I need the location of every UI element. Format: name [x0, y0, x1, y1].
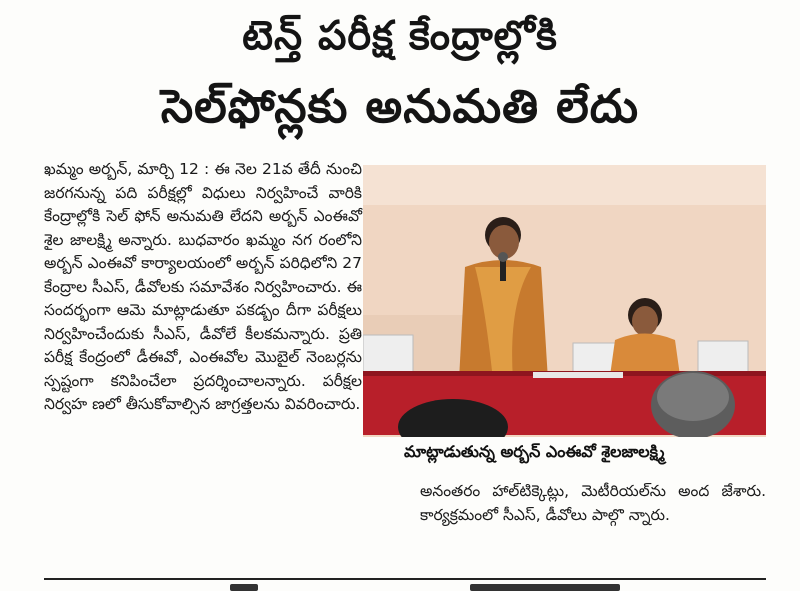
news-photo	[363, 165, 766, 437]
cropped-text-fragment	[230, 584, 258, 591]
article-continuation-text: అనంతరం హాల్‌టిక్కెట్లు, మెటీరియల్‌ను అంద జేశారు. కార్యక్రమంలో సీఎస్, డీవోలు పాల్గొ న్నారు.	[420, 482, 766, 524]
meeting-photo-illustration	[363, 165, 766, 437]
article-body-column	[44, 158, 362, 417]
cropped-text-fragment	[470, 584, 620, 591]
article-body-text: ఖమ్మం అర్బన్, మార్చి 12 : ఈ నెల 21వ తేదీ నుంచి జరగనున్న పది పరీక్షల్లో విధులు నిర్వహించే వారికి కేంద్రాల్లోకి సెల్ ఫోన్ అనుమతి లేదని అర్బన్ ఎంఈవో శైల జాలక్ష్మి అన్నారు. బుధవారం ఖమ్మం నగ రంలోని అర్బన్ ఎంఈవో కార్యాలయంలో అర్బన్ పరిధిలోని 27 కేంద్రాల సీఎస్, డీవోలకు సమావేశం నిర్వహించారు. ఈ సందర్భంగా ఆమె మాట్లాడుతూ పకడ్బం దీగా పరీక్షలు నిర్వహించేందుకు సీఎస్, డీవోలే కీలకమన్నారు. ప్రతి పరీక్ష కేంద్రంలో డీఈవో, ఎంఈవోల మొబైల్ నెంబర్లను స్పష్టంగా కనిపించేలా ప్రదర్శించాలన్నారు. పరీక్షల నిర్వహ ణలో తీసుకోవాల్సిన జాగ్రత్తలను వివరించారు.	[44, 160, 362, 413]
photo-caption: మాట్లాడుతున్న అర్బన్ ఎంఈవో శైలజాలక్ష్మి	[404, 442, 665, 461]
headline-line-1: టెన్త్ పరీక్ష కేంద్రాల్లోకి	[242, 13, 558, 59]
article-continuation-column	[420, 480, 766, 527]
headline-line-2: సెల్‌ఫోన్లకు అనుమతి లేదు	[160, 79, 640, 133]
bottom-divider	[44, 578, 766, 580]
